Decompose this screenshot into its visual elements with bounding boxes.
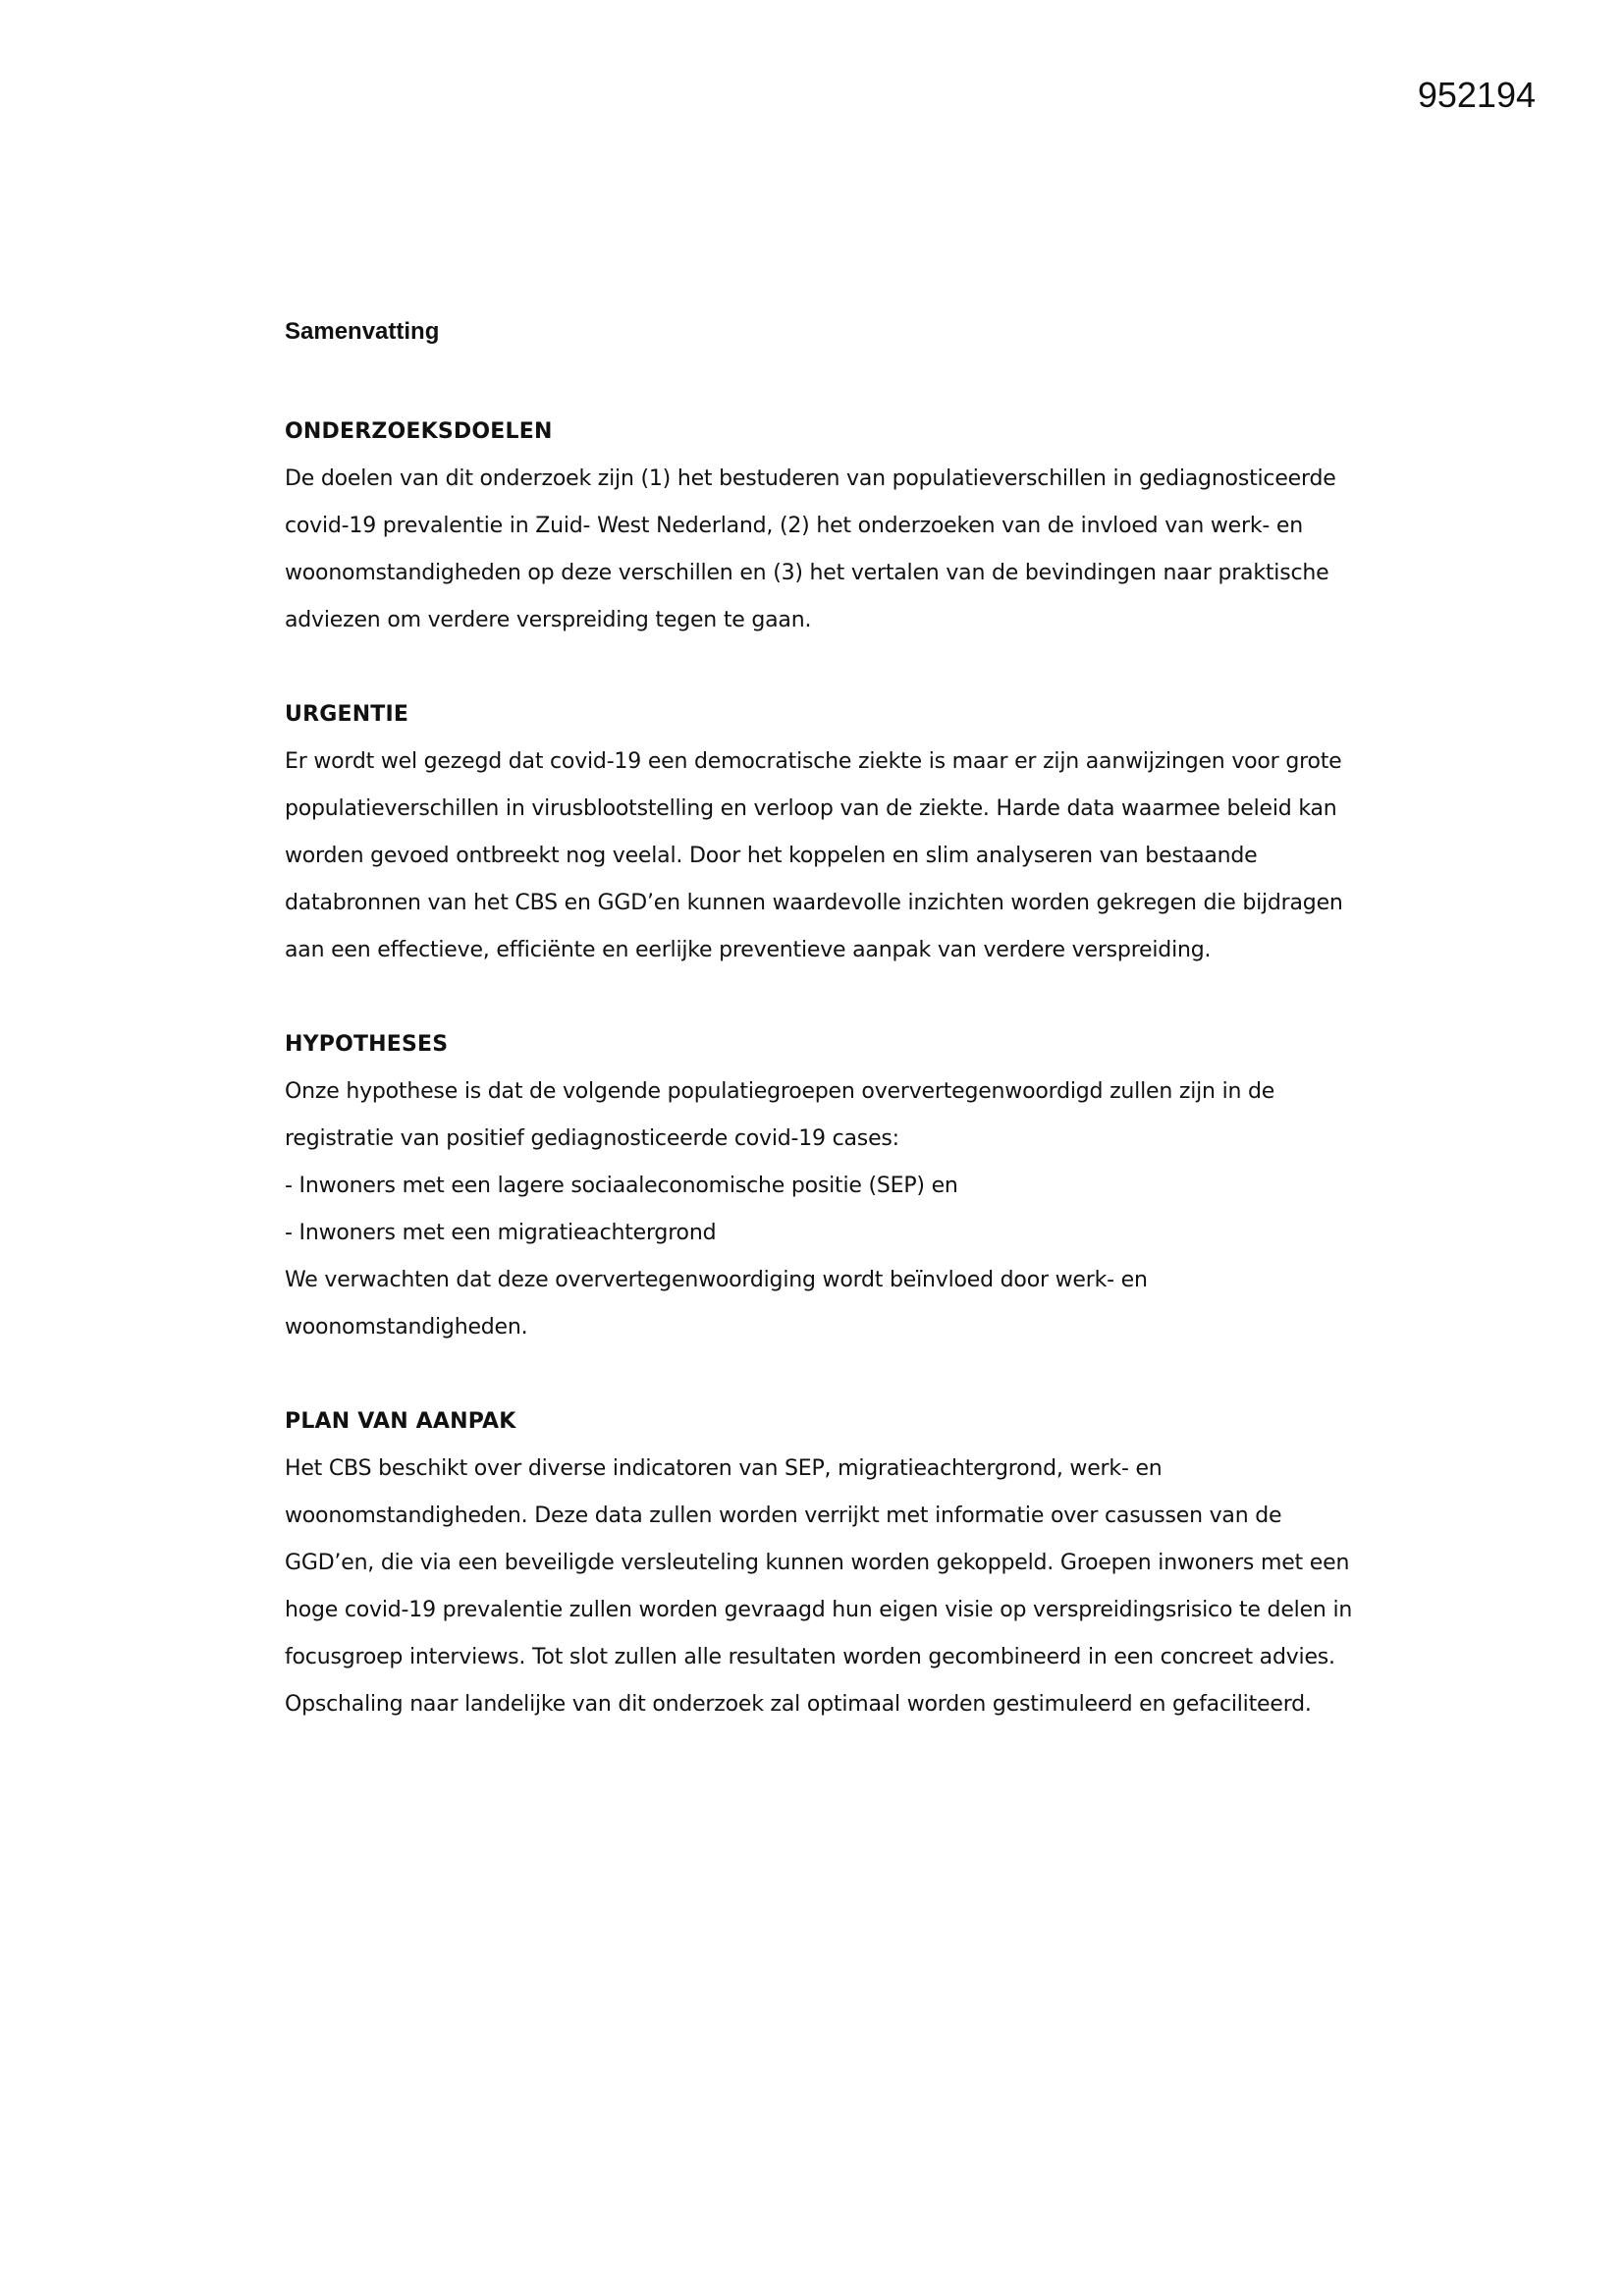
document-body [285,312,1355,1776]
paragraph-line: We verwachten dat deze oververtegenwoordiging wordt beïnvloed door werk- en [285,1268,1148,1292]
paragraph-line: woonomstandigheden. Deze data zullen worden verrijkt met informatie over casussen van de [285,1503,1282,1528]
section-plan-van-aanpak [285,1398,1355,1728]
paragraph-line: worden gevoed ontbreekt nog veelal. Door het koppelen en slim analyseren van bestaande [285,844,1258,868]
paragraph-line: GGD’en, die via een beveiligde versleuteling kunnen worden gekoppeld. Groepen inwoners met een [285,1551,1350,1575]
paragraph-line: Onze hypothese is dat de volgende populatiegroepen oververtegenwoordigd zullen zijn in de [285,1079,1275,1104]
summary-title: Samenvatting [285,318,440,345]
section-hypotheses [285,1021,1355,1351]
section-paragraph [285,1068,1355,1351]
list-item: - Inwoners met een lagere sociaaleconomische positie (SEP) en [285,1174,958,1198]
paragraph-line: Er wordt wel gezegd dat covid-19 een democratische ziekte is maar er zijn aanwijzingen voor grote [285,749,1342,774]
paragraph-line: databronnen van het CBS en GGD’en kunnen waardevolle inzichten worden gekregen die bijdragen [285,891,1343,915]
document-number: 952194 [1417,75,1536,115]
paragraph-line: focusgroep interviews. Tot slot zullen alle resultaten worden gecombineerd in een concreet advies. [285,1645,1335,1669]
paragraph-line: aan een effectieve, efficiënte en eerlijke preventieve aanpak van verdere verspreiding. [285,938,1212,962]
paragraph-line: populatieverschillen in virusblootstelling en verloop van de ziekte. Harde data waarmee beleid kan [285,796,1337,821]
list-item: - Inwoners met een migratieachtergrond [285,1221,717,1245]
paragraph-line: woonomstandigheden op deze verschillen en (3) het vertalen van de bevindingen naar praktische [285,561,1329,585]
section-heading: URGENTIE [285,702,409,727]
paragraph-line: hoge covid-19 prevalentie zullen worden gevraagd hun eigen visie op verspreidingsrisico te delen in [285,1598,1353,1622]
section-urgentie [285,691,1355,974]
section-heading: PLAN VAN AANPAK [285,1409,516,1434]
section-onderzoeksdoelen [285,409,1355,644]
paragraph-line: registratie van positief gediagnosticeerde covid-19 cases: [285,1126,899,1151]
section-paragraph [285,1446,1355,1728]
paragraph-line: Opschaling naar landelijke van dit onderzoek zal optimaal worden gestimuleerd en gefaciliteerd. [285,1692,1312,1717]
section-paragraph [285,456,1355,644]
paragraph-line: Het CBS beschikt over diverse indicatoren van SEP, migratieachtergrond, werk- en [285,1456,1163,1481]
paragraph-line: De doelen van dit onderzoek zijn (1) het bestuderen van populatieverschillen in gediagnosticeerde [285,466,1336,491]
section-heading: HYPOTHESES [285,1032,449,1057]
paragraph-line: covid-19 prevalentie in Zuid- West Nederland, (2) het onderzoeken van de invloed van werk- en [285,514,1303,538]
paragraph-line: adviezen om verdere verspreiding tegen te gaan. [285,608,812,632]
section-paragraph [285,738,1355,974]
section-heading: ONDERZOEKSDOELEN [285,419,553,444]
paragraph-line: woonomstandigheden. [285,1315,528,1339]
